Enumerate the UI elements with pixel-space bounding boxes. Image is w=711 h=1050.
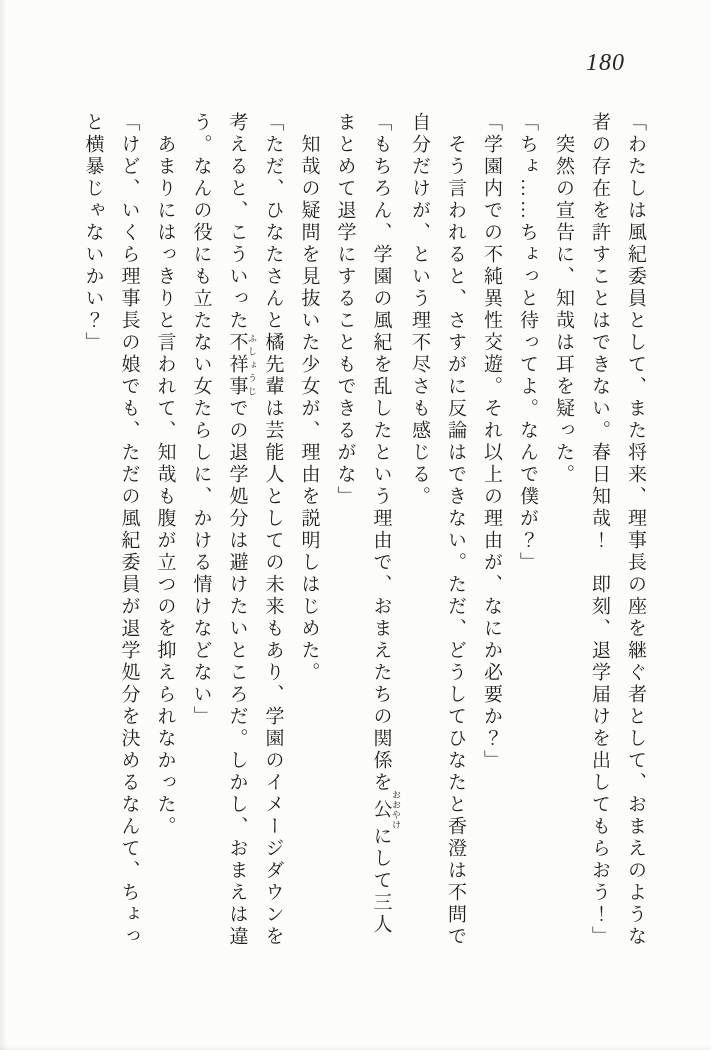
scan-edge-shadow-bottom <box>0 1045 711 1050</box>
page-number: 180 <box>586 50 625 76</box>
paragraph-3: 「ちょ……ちょっと待ってよ。なんで僕が？」 <box>517 112 538 574</box>
text-body <box>75 112 653 952</box>
furigana-annotation: 公 おおやけ <box>370 790 401 830</box>
paragraph-2: 突然の宣告に、知哉は耳を疑った。 <box>553 134 574 486</box>
scan-edge-shadow-left <box>0 0 7 1050</box>
paragraph-6: 「もちろん、学園の風紀を乱したという理由で、おまえたちの関係を公 おおやけにして三人まとめて退学にすることもできるがな」 <box>334 112 401 936</box>
paragraph-8: 「ただ、ひなたさんと橘先輩は芸能人としての未来もあり、学園のイメージダウンを考えると、こういった不祥事 ふしょうじでの退学処分は避けたいところだ。しかし、おまえは違う。なんの役にも立たない女たらしに、かける情けなどない」 <box>190 112 284 948</box>
paragraph-7: 知哉の疑問を見抜いた少女が、理由を説明しはじめた。 <box>298 134 320 684</box>
paragraph-9: あまりにはっきりと言われて、知哉も腹が立つのを抑えられなかった。 <box>154 134 176 838</box>
paragraph-5: そう言われると、さすがに反論はできない。ただ、どうしてひなたと香澄は不問で自分だけが、という理不尽さも感じる。 <box>409 112 466 948</box>
furigana-annotation: 不祥事 ふしょうじ <box>226 332 257 398</box>
paragraph-1: 「わたしは風紀委員として、また将来、理事長の座を継ぐ者として、おまえのような者の存在を許すことはできない。春日知哉！ 即刻、退学届けを出してもらおう！」 <box>589 112 646 948</box>
paragraph-4: 「学園内での不純異性交遊。それ以上の理由が、なにか必要か？」 <box>481 112 502 772</box>
paragraph-10: 「けど、いくら理事長の娘でも、ただの風紀委員が退学処分を決めるなんて、ちょっと横暴じゃないかい？」 <box>82 112 140 948</box>
